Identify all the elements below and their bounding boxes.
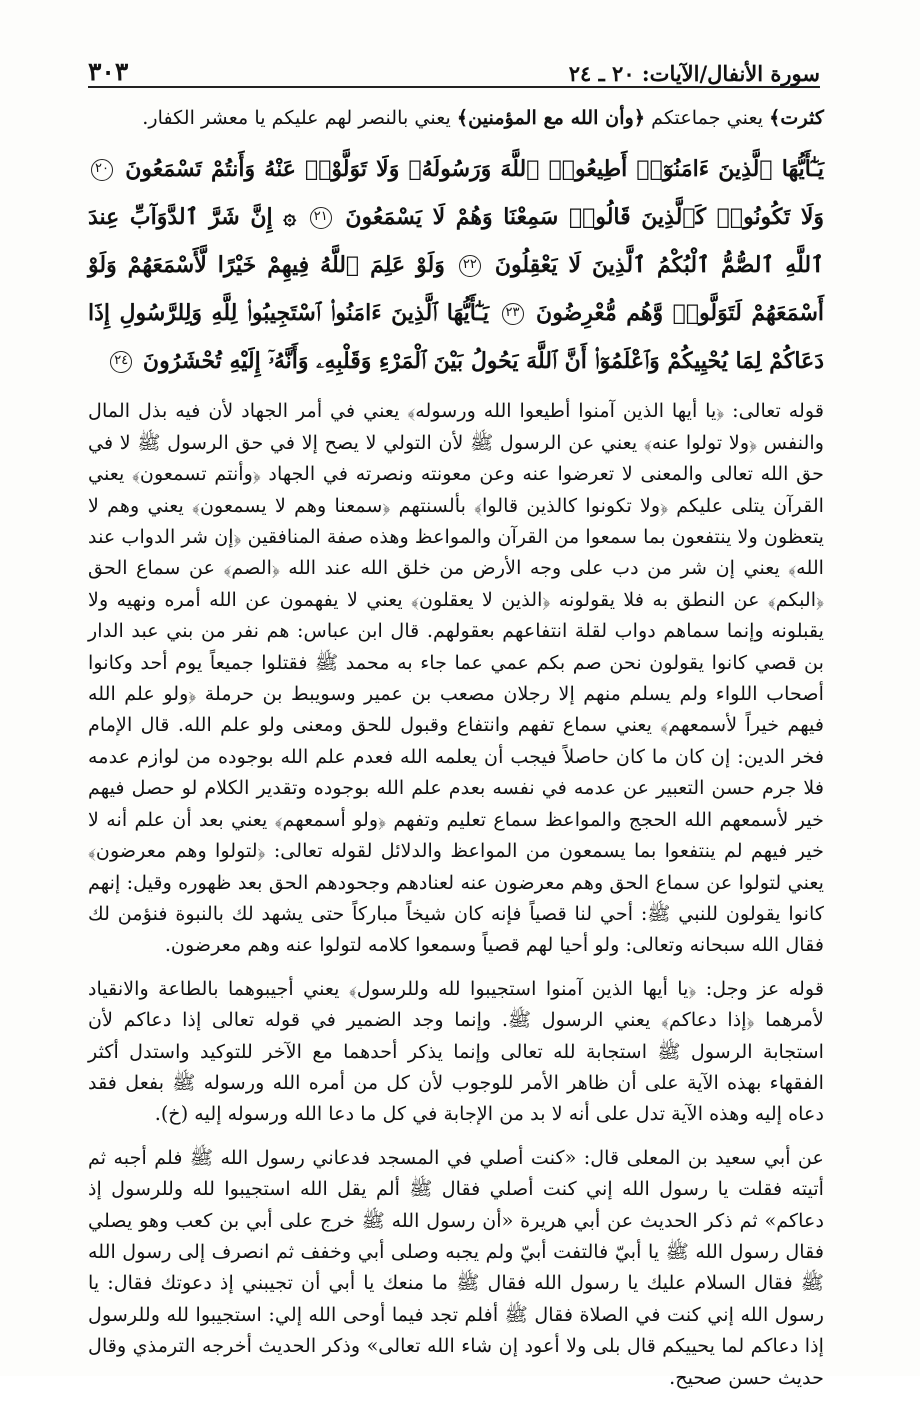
tafsir-paragraph: قوله تعالى: ﴿يا أيها الذين آمنوا أطيعوا الله ورسوله﴾ يعني في أمر الجهاد لأن فيه بذل المال والنفس ﴿ولا تولوا عنه﴾ يعني عن الرسول ﷺ لأن التولي لا يصح إلا في حق الرسول ﷺ لا في حق الله تعالى والمعنى لا تعرضوا عنه وعن معونته ونصرته في الجهاد ﴿وأنتم تسمعون﴾ يعني القرآن يتلى عليكم ﴿ولا تكونوا كالذين قالوا﴾ بألسنتهم ﴿سمعنا وهم لا يسمعون﴾ يعني وهم لا يتعظون ولا ينتفعون بما سمعوا من القرآن والمواعظ وهذه صفة المنافقين ﴿إن شر الدواب عند الله﴾ يعني إن شر من دب على وجه الأرض من خلق الله عند الله ﴿الصم﴾ عن سماع الحق ﴿البكم﴾ عن النطق به فلا يقولونه ﴿الذين لا يعقلون﴾ يعني لا يفهمون عن الله أمره ونهيه ولا يقبلونه وإنما سماهم دواب لقلة انتفاعهم بعقولهم. قال ابن عباس: هم نفر من بني عبد الدار بن قصي كانوا يقولون نحن صم بكم عمي عما جاء به محمد ﷺ فقتلوا جميعاً يوم أحد وكانوا أصحاب اللواء ولم يسلم منهم إلا رجلان مصعب بن عمير وسويبط بن حرملة ﴿ولو علم الله فيهم خيراً لأسمعهم﴾ يعني سماع تفهم وانتفاع وقبول للحق ومعنى ولو علم الله. قال الإمام فخر الدين: إن كان ما كان حاصلاً فيجب أن يعلمه الله فعدم علم الله بوجوده من لوازم عدمه فلا جرم حسن التعبير عن عدمه في نفسه بعدم علم الله بوجوده وتقدير الكلام لو حصل فيهم خير لأسمعهم الله الحجج والمواعظ سماع تعليم وتفهم ﴿ولو أسمعهم﴾ يعني بعد أن علم أنه لا خير فيهم لم ينتفعوا بما يسمعون من المواعظ والدلائل لقوله تعالى: ﴿لتولوا وهم معرضون﴾ يعني لتولوا عن سماع الحق وهم معرضون عنه لعنادهم وجحودهم الحق بعد ظهوره وقيل: إنهم كانوا يقولون للنبي ﷺ: أحي لنا قصياً فإنه كان شيخاً مباركاً حتى يشهد لك بالنبوة فنؤمن لك فقال الله سبحانه وتعالى: ولو أحيا لهم قصياً وسمعوا كلامه لتولوا عنه وهم معرضون. bbox=[88, 399, 824, 957]
intro-quote: ﴿وأن الله مع المؤمنين﴾ bbox=[456, 106, 646, 129]
intro-text-a: يعني جماعتكم bbox=[645, 106, 770, 129]
page-header bbox=[88, 52, 820, 88]
ayah-number-marker: ٢٤ bbox=[110, 351, 132, 373]
intro-text-b: يعني بالنصر لهم عليكم يا معشر الكفار. bbox=[142, 106, 457, 129]
tafsir-paragraph: قوله عز وجل: ﴿يا أيها الذين آمنوا استجيبوا لله وللرسول﴾ يعني أجيبوهما بالطاعة والانقياد لأمرهما ﴿إذا دعاكم﴾ يعني الرسول ﷺ. وإنما وجد الضمير في قوله تعالى إذا دعاكم لأن استجابة الرسول ﷺ استجابة لله تعالى وإنما يذكر أحدهما مع الآخر للتوكيد واستدل أكثر الفقهاء بهذه الآية على أن ظاهر الأمر للوجوب لأن كل من أمره الله ورسوله ﷺ بفعل فقد دعاه إليه وهذه الآية تدل على أنه لا بد من الإجابة في كل ما دعا الله ورسوله إليه (خ). bbox=[88, 976, 824, 1126]
ayah-text: يَـٰٓأَيُّهَا ٱلَّذِينَ ءَامَنُوٓا۟ أَطِيعُوا۟ ٱللَّهَ وَرَسُولَهُۥ وَلَا تَوَلَّوْا۟ عَنْهُ وَأَنتُمْ تَسْمَعُونَ bbox=[125, 156, 824, 183]
hadith-paragraph: عن أبي سعيد بن المعلى قال: «كنت أصلي في المسجد فدعاني رسول الله ﷺ فلم أجبه ثم أتيته فقلت يا رسول الله إني كنت أصلي فقال ﷺ ألم يقل الله استجيبوا لله وللرسول إذ دعاكم» ثم ذكر الحديث عن أبي هريرة «أن رسول الله ﷺ خرج على أبي بن كعب وهو يصلي فقال رسول الله ﷺ يا أبيّ فالتفت أبيّ ولم يجبه وصلى أبي وخفف ثم انصرف إلى رسول الله ﷺ فقال السلام عليك يا رسول الله فقال ﷺ ما منعك يا أبي أن تجيبني إذ دعوتك فقال: يا رسول الله إني كنت في الصلاة فقال ﷺ أفلم تجد فيما أوحى الله إلي: استجيبوا لله وللرسول إذا دعاكم لما يحييكم قال بلى ولا أعود إن شاء الله تعالى» وذكر الحديث أخرجه الترمذي وقال حديث حسن صحيح. bbox=[88, 1145, 824, 1389]
ayah-text: وَلَوْ عَلِمَ ٱللَّهُ فِيهِمْ خَيْرًا لَّأَسْمَعَهُمْ وَلَوْ أَسْمَعَهُمْ لَتَوَلَّوا۟ وَّهُم مُّعْرِضُونَ bbox=[88, 252, 824, 327]
ayah-number-marker: ٢٠ bbox=[91, 159, 113, 181]
ayah-text: يَـٰٓأَيُّهَا ٱلَّذِينَ ءَامَنُوا۟ ٱسْتَجِيبُوا۟ لِلَّهِ وَلِلرَّسُولِ إِذَا دَعَاكُمْ لِمَا يُحْيِيكُمْ وَٱعْلَمُوٓا۟ أَنَّ ٱللَّهَ يَحُولُ بَيْنَ ٱلْمَرْءِ وَقَلْبِهِۦ وَأَنَّهُۥٓ إِلَيْهِ تُحْشَرُونَ bbox=[88, 300, 824, 375]
ayah-number-marker: ٢٢ bbox=[459, 255, 481, 277]
ayah-number-marker: ٢٣ bbox=[502, 303, 524, 325]
ayah-text: ۞ إِنَّ شَرَّ ٱلدَّوَآبِّ عِندَ ٱللَّهِ ٱلصُّمُّ ٱلْبُكْمُ ٱلَّذِينَ لَا يَعْقِلُونَ bbox=[88, 204, 824, 279]
ayah-number-marker: ٢١ bbox=[310, 207, 332, 229]
page-body bbox=[88, 102, 824, 1405]
surah-title: سورة الأنفال/الآيات: ٢٠ ـ ٢٤ bbox=[568, 61, 820, 86]
quran-verses bbox=[88, 145, 824, 385]
intro-word: كثرت bbox=[780, 106, 824, 129]
page-number: ٣٠٣ bbox=[88, 57, 129, 86]
ayah-text: وَلَا تَكُونُوا۟ كَٱلَّذِينَ قَالُوا۟ سَمِعْنَا وَهُمْ لَا يَسْمَعُونَ bbox=[345, 204, 824, 231]
intro-line: كثرت﴾ يعني جماعتكم ﴿وأن الله مع المؤمنين﴾ يعني بالنصر لهم عليكم يا معشر الكفار. bbox=[142, 106, 824, 129]
